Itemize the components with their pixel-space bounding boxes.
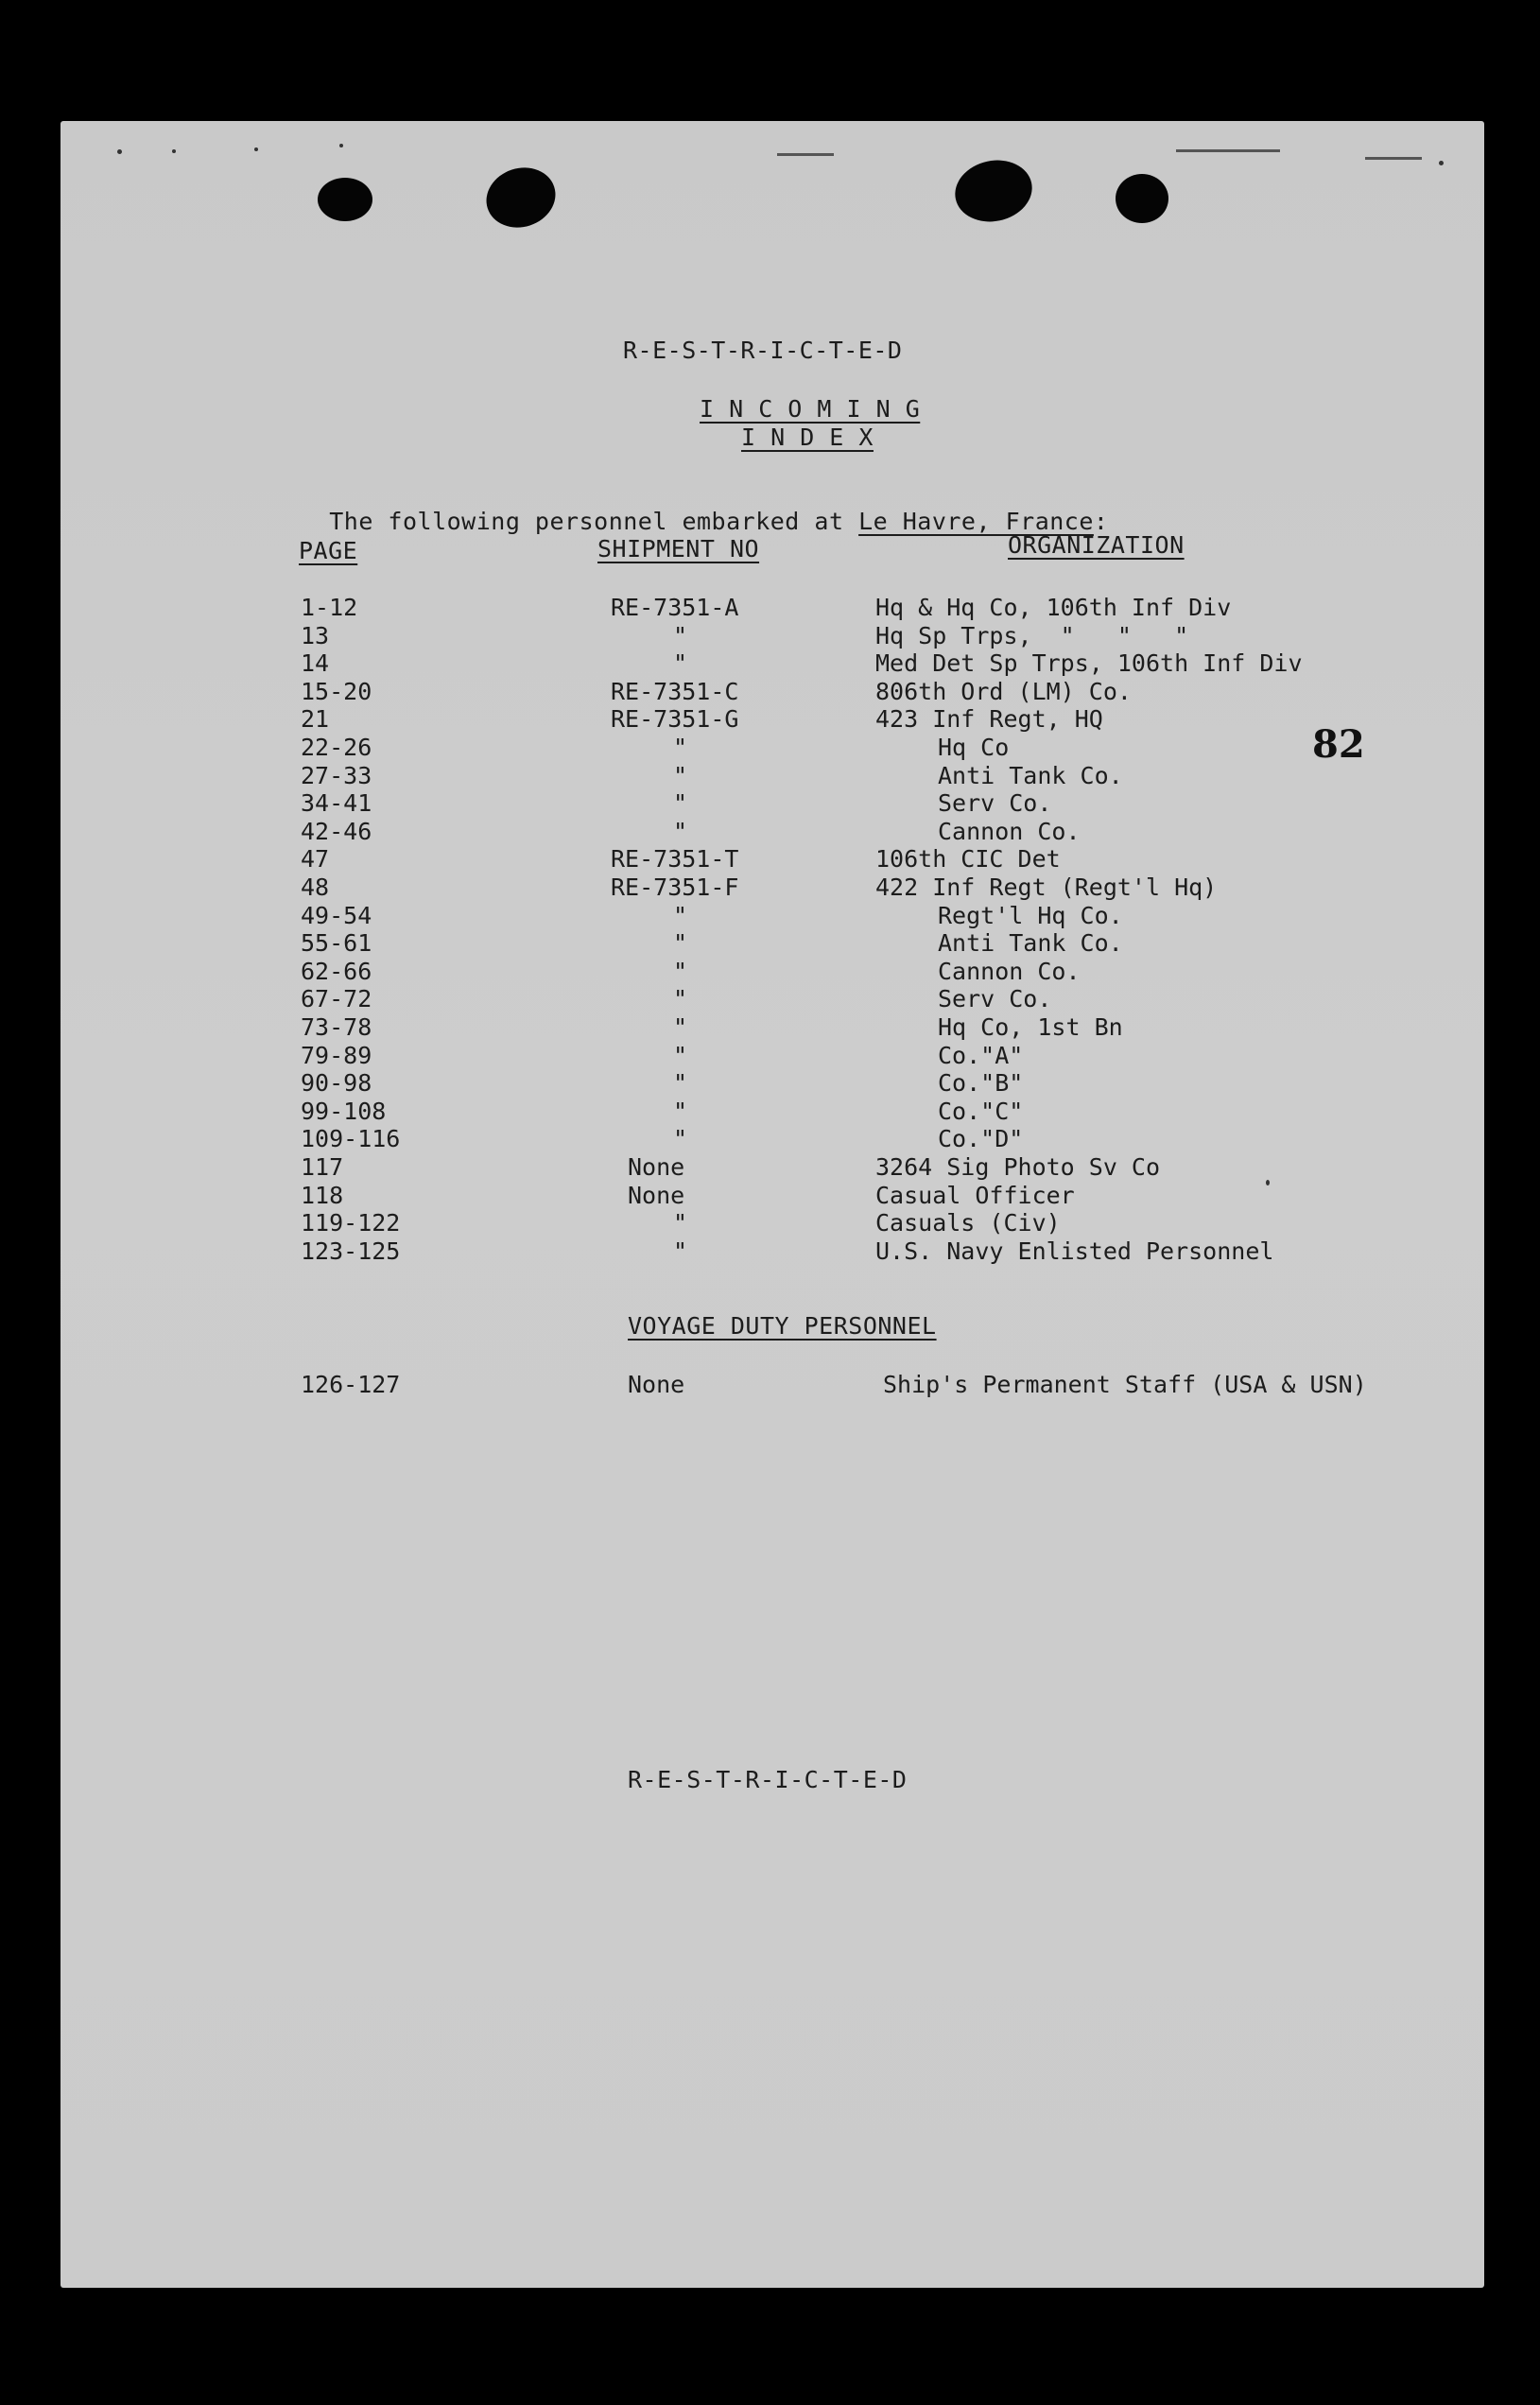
shipment-number: " xyxy=(673,789,688,818)
shipment-number: " xyxy=(673,761,688,789)
organization: 106th CIC Det xyxy=(875,845,1061,874)
shipment-number: RE-7351-T xyxy=(611,845,739,874)
table-row xyxy=(61,929,1484,958)
embark-location: Le Havre, France xyxy=(858,508,1094,535)
organization: Co."A" xyxy=(938,1041,1024,1069)
shipment-number: " xyxy=(673,929,688,958)
title-index: I N D E X xyxy=(741,424,874,451)
table-row xyxy=(61,902,1484,930)
table-row xyxy=(61,958,1484,986)
organization: Serv Co. xyxy=(938,985,1052,1013)
page-range: 34-41 xyxy=(301,789,372,818)
punch-hole xyxy=(478,159,563,236)
shipment-number: " xyxy=(673,901,688,929)
page-range: 42-46 xyxy=(301,817,372,845)
organization: Hq Co, 1st Bn xyxy=(938,1013,1123,1041)
page-range: 67-72 xyxy=(301,985,372,1013)
shipment-number: RE-7351-A xyxy=(611,594,739,621)
organization: 423 Inf Regt, HQ xyxy=(875,705,1103,734)
table-row xyxy=(61,874,1484,902)
page-range: 62-66 xyxy=(301,957,372,985)
voyage-heading: VOYAGE DUTY PERSONNEL xyxy=(628,1312,937,1340)
organization: Hq Co xyxy=(938,734,1010,761)
organization: Casuals (Civ) xyxy=(875,1209,1061,1237)
organization: Co."D" xyxy=(938,1125,1024,1153)
footer-restricted: R-E-S-T-R-I-C-T-E-D xyxy=(628,1766,908,1793)
shipment-number: " xyxy=(673,1069,688,1098)
punch-hole xyxy=(318,178,372,221)
page-range: 15-20 xyxy=(301,677,372,705)
organization: Ship's Permanent Staff (USA & USN) xyxy=(883,1371,1367,1398)
table-row xyxy=(61,1182,1484,1210)
table-row xyxy=(61,705,1484,734)
organization: 3264 Sig Photo Sv Co xyxy=(875,1153,1161,1181)
shipment-number: " xyxy=(673,621,688,649)
shipment-number: RE-7351-F xyxy=(611,874,739,901)
table-row xyxy=(61,734,1484,762)
document-page xyxy=(61,121,1484,2288)
table-row xyxy=(61,1042,1484,1070)
shipment-number: RE-7351-G xyxy=(611,705,739,734)
page-range: 27-33 xyxy=(301,761,372,789)
organization: Anti Tank Co. xyxy=(938,761,1123,789)
page-range: 99-108 xyxy=(301,1097,387,1125)
page-range: 47 xyxy=(301,845,330,874)
page-range: 1-12 xyxy=(301,594,358,621)
table-row xyxy=(61,985,1484,1013)
table-row xyxy=(61,1237,1484,1266)
organization: Hq & Hq Co, 106th Inf Div xyxy=(875,594,1232,621)
table-row xyxy=(61,622,1484,650)
shipment-number: " xyxy=(673,817,688,845)
table-row xyxy=(61,1013,1484,1042)
intro-line: The following personnel embarked at Le Havre, France: xyxy=(329,508,1109,535)
shipment-number: " xyxy=(673,985,688,1013)
voyage-row xyxy=(61,1371,1484,1399)
page-range: 48 xyxy=(301,874,330,901)
table-row xyxy=(61,678,1484,706)
page-range: 123-125 xyxy=(301,1237,401,1265)
shipment-number: " xyxy=(673,957,688,985)
table-row xyxy=(61,1125,1484,1153)
punch-hole xyxy=(949,153,1038,229)
column-header-organization: ORGANIZATION xyxy=(1008,531,1185,559)
column-header-page: PAGE xyxy=(299,537,358,564)
table-row xyxy=(61,1098,1484,1126)
shipment-number: " xyxy=(673,1237,688,1265)
page-range: 117 xyxy=(301,1153,344,1181)
page-range: 126-127 xyxy=(301,1371,401,1398)
punch-hole xyxy=(1116,174,1168,223)
page-range: 109-116 xyxy=(301,1125,401,1153)
table-row xyxy=(61,845,1484,874)
organization: Med Det Sp Trps, 106th Inf Div xyxy=(875,649,1303,678)
organization: Cannon Co. xyxy=(938,957,1081,985)
shipment-number: " xyxy=(673,734,688,761)
organization: Regt'l Hq Co. xyxy=(938,901,1123,929)
organization: 806th Ord (LM) Co. xyxy=(875,677,1132,705)
organization: Serv Co. xyxy=(938,789,1052,818)
shipment-number: " xyxy=(673,1209,688,1237)
page-range: 49-54 xyxy=(301,901,372,929)
page-range: 55-61 xyxy=(301,929,372,958)
table-row xyxy=(61,762,1484,790)
shipment-number: " xyxy=(673,1041,688,1069)
column-header-shipment: SHIPMENT NO xyxy=(597,535,760,562)
organization: Casual Officer xyxy=(875,1181,1075,1209)
organization: Co."B" xyxy=(938,1069,1024,1098)
page-number-stamp: 82 xyxy=(1312,722,1365,767)
page-range: 79-89 xyxy=(301,1041,372,1069)
shipment-number: " xyxy=(673,1013,688,1041)
table-row xyxy=(61,1069,1484,1098)
organization: 422 Inf Regt (Regt'l Hq) xyxy=(875,874,1218,901)
title-incoming: I N C O M I N G xyxy=(700,395,921,423)
organization: Co."C" xyxy=(938,1097,1024,1125)
shipment-number: " xyxy=(673,1125,688,1153)
table-row xyxy=(61,1209,1484,1237)
page-range: 22-26 xyxy=(301,734,372,761)
table-row xyxy=(61,818,1484,846)
shipment-number: RE-7351-C xyxy=(611,677,739,705)
page-range: 14 xyxy=(301,649,330,678)
page-range: 119-122 xyxy=(301,1209,401,1237)
header-restricted: R-E-S-T-R-I-C-T-E-D xyxy=(623,337,903,364)
page-range: 73-78 xyxy=(301,1013,372,1041)
table-row xyxy=(61,789,1484,818)
organization: U.S. Navy Enlisted Personnel xyxy=(875,1237,1274,1265)
page-range: 90-98 xyxy=(301,1069,372,1098)
shipment-number: None xyxy=(628,1371,685,1398)
shipment-number: " xyxy=(673,1097,688,1125)
table-row xyxy=(61,649,1484,678)
page-range: 21 xyxy=(301,705,330,734)
shipment-number: " xyxy=(673,649,688,678)
table-row xyxy=(61,594,1484,622)
shipment-number: None xyxy=(628,1181,685,1209)
organization: Anti Tank Co. xyxy=(938,929,1123,958)
shipment-number: None xyxy=(628,1153,685,1181)
organization: Cannon Co. xyxy=(938,817,1081,845)
page-range: 13 xyxy=(301,621,330,649)
organization: Hq Sp Trps, " " " xyxy=(875,621,1189,649)
page-range: 118 xyxy=(301,1181,344,1209)
table-row xyxy=(61,1153,1484,1182)
